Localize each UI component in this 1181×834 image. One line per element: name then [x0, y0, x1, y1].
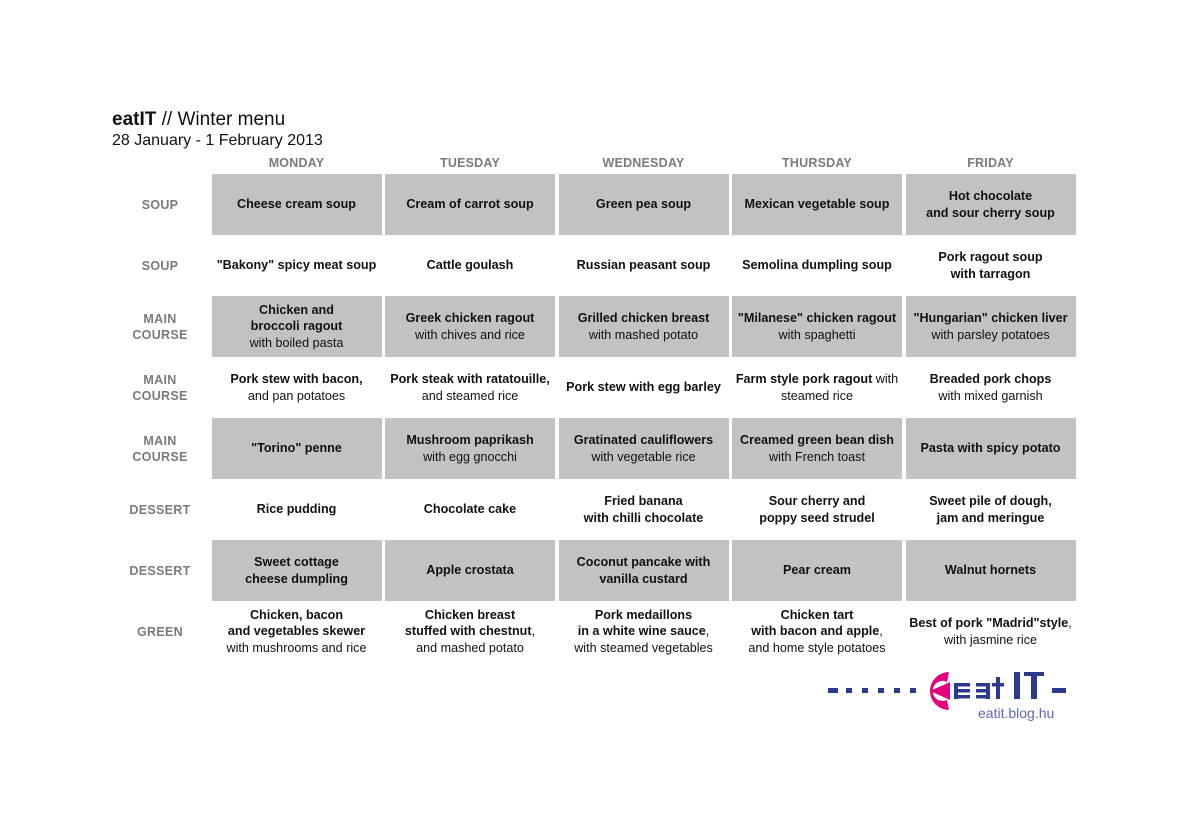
row-label — [112, 357, 208, 418]
menu-cell — [212, 479, 382, 540]
dish-name-text: with bacon and apple — [751, 624, 880, 639]
dish-side-line: with chives and rice — [415, 327, 525, 342]
menu-cell — [559, 418, 729, 479]
dish-name-text: Grilled chicken breast — [577, 311, 710, 325]
dish-name-line — [390, 371, 550, 388]
dish-name-text: Cream of carrot soup — [406, 197, 534, 212]
dish-name-line — [577, 257, 711, 274]
menu-cell — [385, 540, 555, 601]
dish-name-line — [938, 249, 1042, 266]
dish-side-line: with boiled pasta — [249, 335, 344, 350]
day-header: FRIDAY — [967, 156, 1014, 170]
dish-name-text: Pork ragout soup — [938, 250, 1043, 264]
menu-cell — [906, 418, 1076, 479]
dish-name-line — [951, 266, 1031, 283]
menu-cell — [732, 601, 902, 662]
menu-cell — [385, 296, 555, 357]
dish-name-text: Cheese cream soup — [237, 197, 356, 212]
menu-cell — [732, 174, 902, 235]
row-label-line: SOUP — [141, 258, 179, 273]
dish-name-text: Chicken tart — [780, 607, 854, 622]
menu-title — [112, 109, 323, 131]
dish-name-text: Pear cream — [783, 563, 851, 578]
dish-name-line — [251, 318, 343, 335]
dish-side-line: with mashed potato — [588, 327, 699, 342]
dish-name-line — [406, 310, 535, 327]
menu-table — [112, 152, 1076, 662]
dish-side-line: and pan potatoes — [247, 388, 346, 403]
menu-cell — [559, 357, 729, 418]
dish-name-line — [406, 196, 533, 213]
menu-cell — [906, 479, 1076, 540]
dish-name-line — [250, 607, 343, 624]
dish-name-line — [578, 623, 710, 640]
dish-name-text: Pasta with spicy potato — [920, 441, 1061, 456]
menu-cell — [385, 418, 555, 479]
dish-name-text: Apple crostata — [426, 563, 514, 578]
menu-cell — [906, 357, 1076, 418]
dish-name-line — [921, 440, 1061, 457]
row-label-line: SOUP — [141, 197, 179, 212]
dish-name-text: Mexican vegetable soup — [744, 197, 890, 212]
dish-name-text: with chilli chocolate — [583, 510, 704, 525]
dish-name-line — [595, 607, 692, 624]
menu-cell — [732, 296, 902, 357]
menu-cell — [212, 235, 382, 296]
menu-cell — [212, 296, 382, 357]
menu-cell — [385, 601, 555, 662]
row-label — [112, 479, 208, 540]
logo-url: eatit.blog.hu — [978, 705, 1055, 721]
menu-cell — [212, 174, 382, 235]
dish-name-text: Mushroom paprikash — [406, 433, 534, 447]
dish-name-line — [577, 554, 711, 571]
menu-cell — [906, 540, 1076, 601]
dish-name-suffix: , — [705, 624, 710, 639]
menu-cell — [906, 235, 1076, 296]
menu-cell — [212, 357, 382, 418]
dish-side-line: with mushrooms and rice — [226, 640, 367, 655]
dish-name-line — [259, 302, 334, 319]
dish-side-line: with jasmine rice — [943, 632, 1038, 647]
menu-cell — [385, 235, 555, 296]
dish-side-line: with egg gnocchi — [423, 449, 517, 464]
day-header: WEDNESDAY — [602, 156, 685, 170]
dish-name-text: Sour cherry and — [768, 494, 866, 508]
dish-name-line — [742, 257, 892, 274]
menu-cell — [385, 479, 555, 540]
dish-name-line — [745, 196, 890, 213]
dish-side-line: steamed rice — [780, 388, 854, 403]
dish-name-text: broccoli ragout — [250, 319, 343, 334]
dish-name-text: Rice pudding — [256, 502, 337, 517]
menu-cell — [385, 174, 555, 235]
menu-dates: 28 January - 1 February 2013 — [112, 132, 323, 149]
dish-side-line: and steamed rice — [421, 388, 519, 403]
menu-cell — [559, 479, 729, 540]
menu-header — [112, 109, 323, 151]
row-label — [112, 540, 208, 601]
dish-name-line — [909, 615, 1071, 632]
dish-side-line: with parsley potatoes — [931, 327, 1050, 342]
menu-cell — [732, 357, 902, 418]
dish-name-line — [926, 205, 1055, 222]
menu-cell — [212, 418, 382, 479]
dish-name-line — [913, 310, 1067, 327]
dish-name-text: Chicken and — [259, 302, 334, 317]
dish-side-line: with mixed garnish — [938, 388, 1043, 403]
dish-name-text: and sour cherry soup — [926, 205, 1055, 220]
dish-name-text: Chocolate cake — [423, 502, 517, 517]
dish-name-text: "Milanese" chicken ragout — [737, 311, 897, 325]
dish-name-line — [929, 493, 1051, 510]
dish-name-text: cheese dumpling — [245, 571, 348, 586]
dish-name-text: Pork steak with ratatouille, — [390, 372, 550, 386]
dish-name-line — [251, 440, 342, 457]
dish-name-line — [424, 501, 516, 518]
dish-name-text: poppy seed strudel — [759, 510, 875, 525]
row-label-line: COURSE — [132, 327, 188, 342]
dish-name-line — [426, 562, 513, 579]
row-label — [112, 174, 208, 235]
dish-name-line — [736, 371, 898, 388]
menu-cell — [212, 601, 382, 662]
menu-cell — [906, 174, 1076, 235]
row-label — [112, 601, 208, 662]
dish-name-text: Pork medaillons — [594, 607, 693, 622]
dish-side-line: with steamed vegetables — [574, 640, 713, 655]
dish-name-line — [949, 188, 1032, 205]
dish-name-line — [783, 562, 851, 579]
dish-side-line: and mashed potato — [416, 640, 524, 655]
dish-name-text: Greek chicken ragout — [405, 311, 535, 325]
dish-name-suffix: with — [872, 372, 899, 386]
day-header: MONDAY — [268, 156, 325, 170]
dish-name-line — [245, 571, 348, 588]
dish-name-line — [406, 432, 533, 449]
menu-cell — [559, 540, 729, 601]
dish-name-text: Coconut pancake with — [576, 555, 711, 569]
dish-name-line — [574, 432, 713, 449]
dish-side-line: with French toast — [769, 449, 865, 464]
dish-name-line — [759, 510, 874, 527]
row-label-line: DESSERT — [129, 502, 191, 517]
dish-name-text: jam and meringue — [936, 510, 1045, 525]
dish-name-line — [604, 493, 682, 510]
menu-cell — [732, 479, 902, 540]
dish-name-line — [751, 623, 883, 640]
dish-name-text: Fried banana — [604, 494, 683, 508]
dish-name-text: with tarragon — [950, 266, 1031, 281]
dish-name-line — [584, 510, 704, 527]
dish-name-line — [427, 257, 514, 274]
dish-name-text: Sweet cottage — [254, 555, 339, 569]
row-label-line: MAIN — [143, 372, 177, 387]
row-label-line: DESSERT — [129, 563, 191, 578]
menu-cell — [559, 601, 729, 662]
brand-name: eatIT — [112, 109, 157, 130]
dish-name-line — [945, 562, 1036, 579]
dish-name-text: Chicken breast — [424, 607, 516, 622]
menu-cell — [732, 235, 902, 296]
row-label — [112, 235, 208, 296]
title-text: // Winter menu — [156, 109, 286, 130]
menu-cell — [559, 235, 729, 296]
dish-name-text: Walnut hornets — [944, 563, 1037, 578]
dish-name-line — [228, 623, 365, 640]
dish-name-suffix: , — [1068, 616, 1072, 630]
dish-name-text: Chicken, bacon — [249, 607, 344, 622]
dish-name-line — [738, 310, 896, 327]
dish-name-text: in a white wine sauce — [577, 624, 706, 639]
row-label — [112, 418, 208, 479]
row-label — [112, 296, 208, 357]
dish-name-line — [781, 607, 854, 624]
table-corner — [112, 152, 208, 174]
dish-name-text: stuffed with chestnut — [404, 624, 532, 639]
menu-cell — [212, 540, 382, 601]
dish-name-suffix: , — [879, 624, 883, 639]
dish-name-text: Green pea soup — [595, 197, 692, 212]
row-label-line: GREEN — [137, 624, 183, 639]
menu-cell — [732, 540, 902, 601]
dish-name-line — [578, 310, 710, 327]
dish-name-line — [599, 571, 687, 588]
dish-name-text: Best of pork "Madrid"style — [909, 616, 1069, 630]
day-header: TUESDAY — [440, 156, 500, 170]
dish-name-text: Semolina dumpling soup — [742, 258, 892, 273]
dish-name-line — [769, 493, 866, 510]
dish-side-line: with vegetable rice — [591, 449, 696, 464]
dish-side-line: and home style potatoes — [748, 640, 886, 655]
dish-name-text: Gratinated cauliflowers — [573, 433, 714, 447]
menu-cell — [906, 296, 1076, 357]
dish-name-text: Sweet pile of dough, — [929, 494, 1052, 508]
dish-name-text: Farm style pork ragout — [735, 372, 873, 386]
dish-name-line — [930, 371, 1052, 388]
dish-name-line — [257, 501, 337, 518]
dish-name-text: and vegetables skewer — [227, 624, 366, 639]
dish-side-line: with spaghetti — [778, 327, 856, 342]
dish-name-line — [237, 196, 356, 213]
row-label-line: MAIN — [143, 311, 177, 326]
dish-name-text: Russian peasant soup — [576, 258, 711, 273]
dish-name-line — [217, 257, 377, 274]
dish-name-text: Hot chocolate — [948, 189, 1033, 203]
menu-cell — [732, 418, 902, 479]
dish-name-text: Cattle goulash — [426, 258, 514, 273]
dish-name-text: vanilla custard — [599, 571, 688, 586]
dish-name-line — [254, 554, 339, 571]
dish-name-line — [740, 432, 894, 449]
dish-name-line — [230, 371, 362, 388]
row-label-line: MAIN — [143, 433, 177, 448]
dish-name-text: "Bakony" spicy meat soup — [216, 258, 377, 273]
dish-name-text: Pork stew with egg barley — [566, 380, 721, 395]
dish-name-line — [425, 607, 515, 624]
dish-name-text: "Torino" penne — [251, 441, 342, 456]
menu-cell — [559, 296, 729, 357]
row-label-line: COURSE — [132, 449, 188, 464]
row-label-line: COURSE — [132, 388, 188, 403]
menu-cell — [559, 174, 729, 235]
dish-name-line — [937, 510, 1045, 527]
dish-name-text: Breaded pork chops — [929, 372, 1052, 386]
dish-name-line — [566, 379, 721, 396]
menu-cell — [906, 601, 1076, 662]
dish-name-suffix: , — [531, 624, 536, 639]
dish-name-text: Creamed green bean dish — [740, 433, 894, 447]
menu-cell — [385, 357, 555, 418]
day-header: THURSDAY — [782, 156, 852, 170]
dish-name-line — [405, 623, 535, 640]
dish-name-text: Pork stew with bacon, — [230, 372, 363, 386]
dish-name-line — [596, 196, 691, 213]
dish-name-text: "Hungarian" chicken liver — [913, 311, 1068, 325]
